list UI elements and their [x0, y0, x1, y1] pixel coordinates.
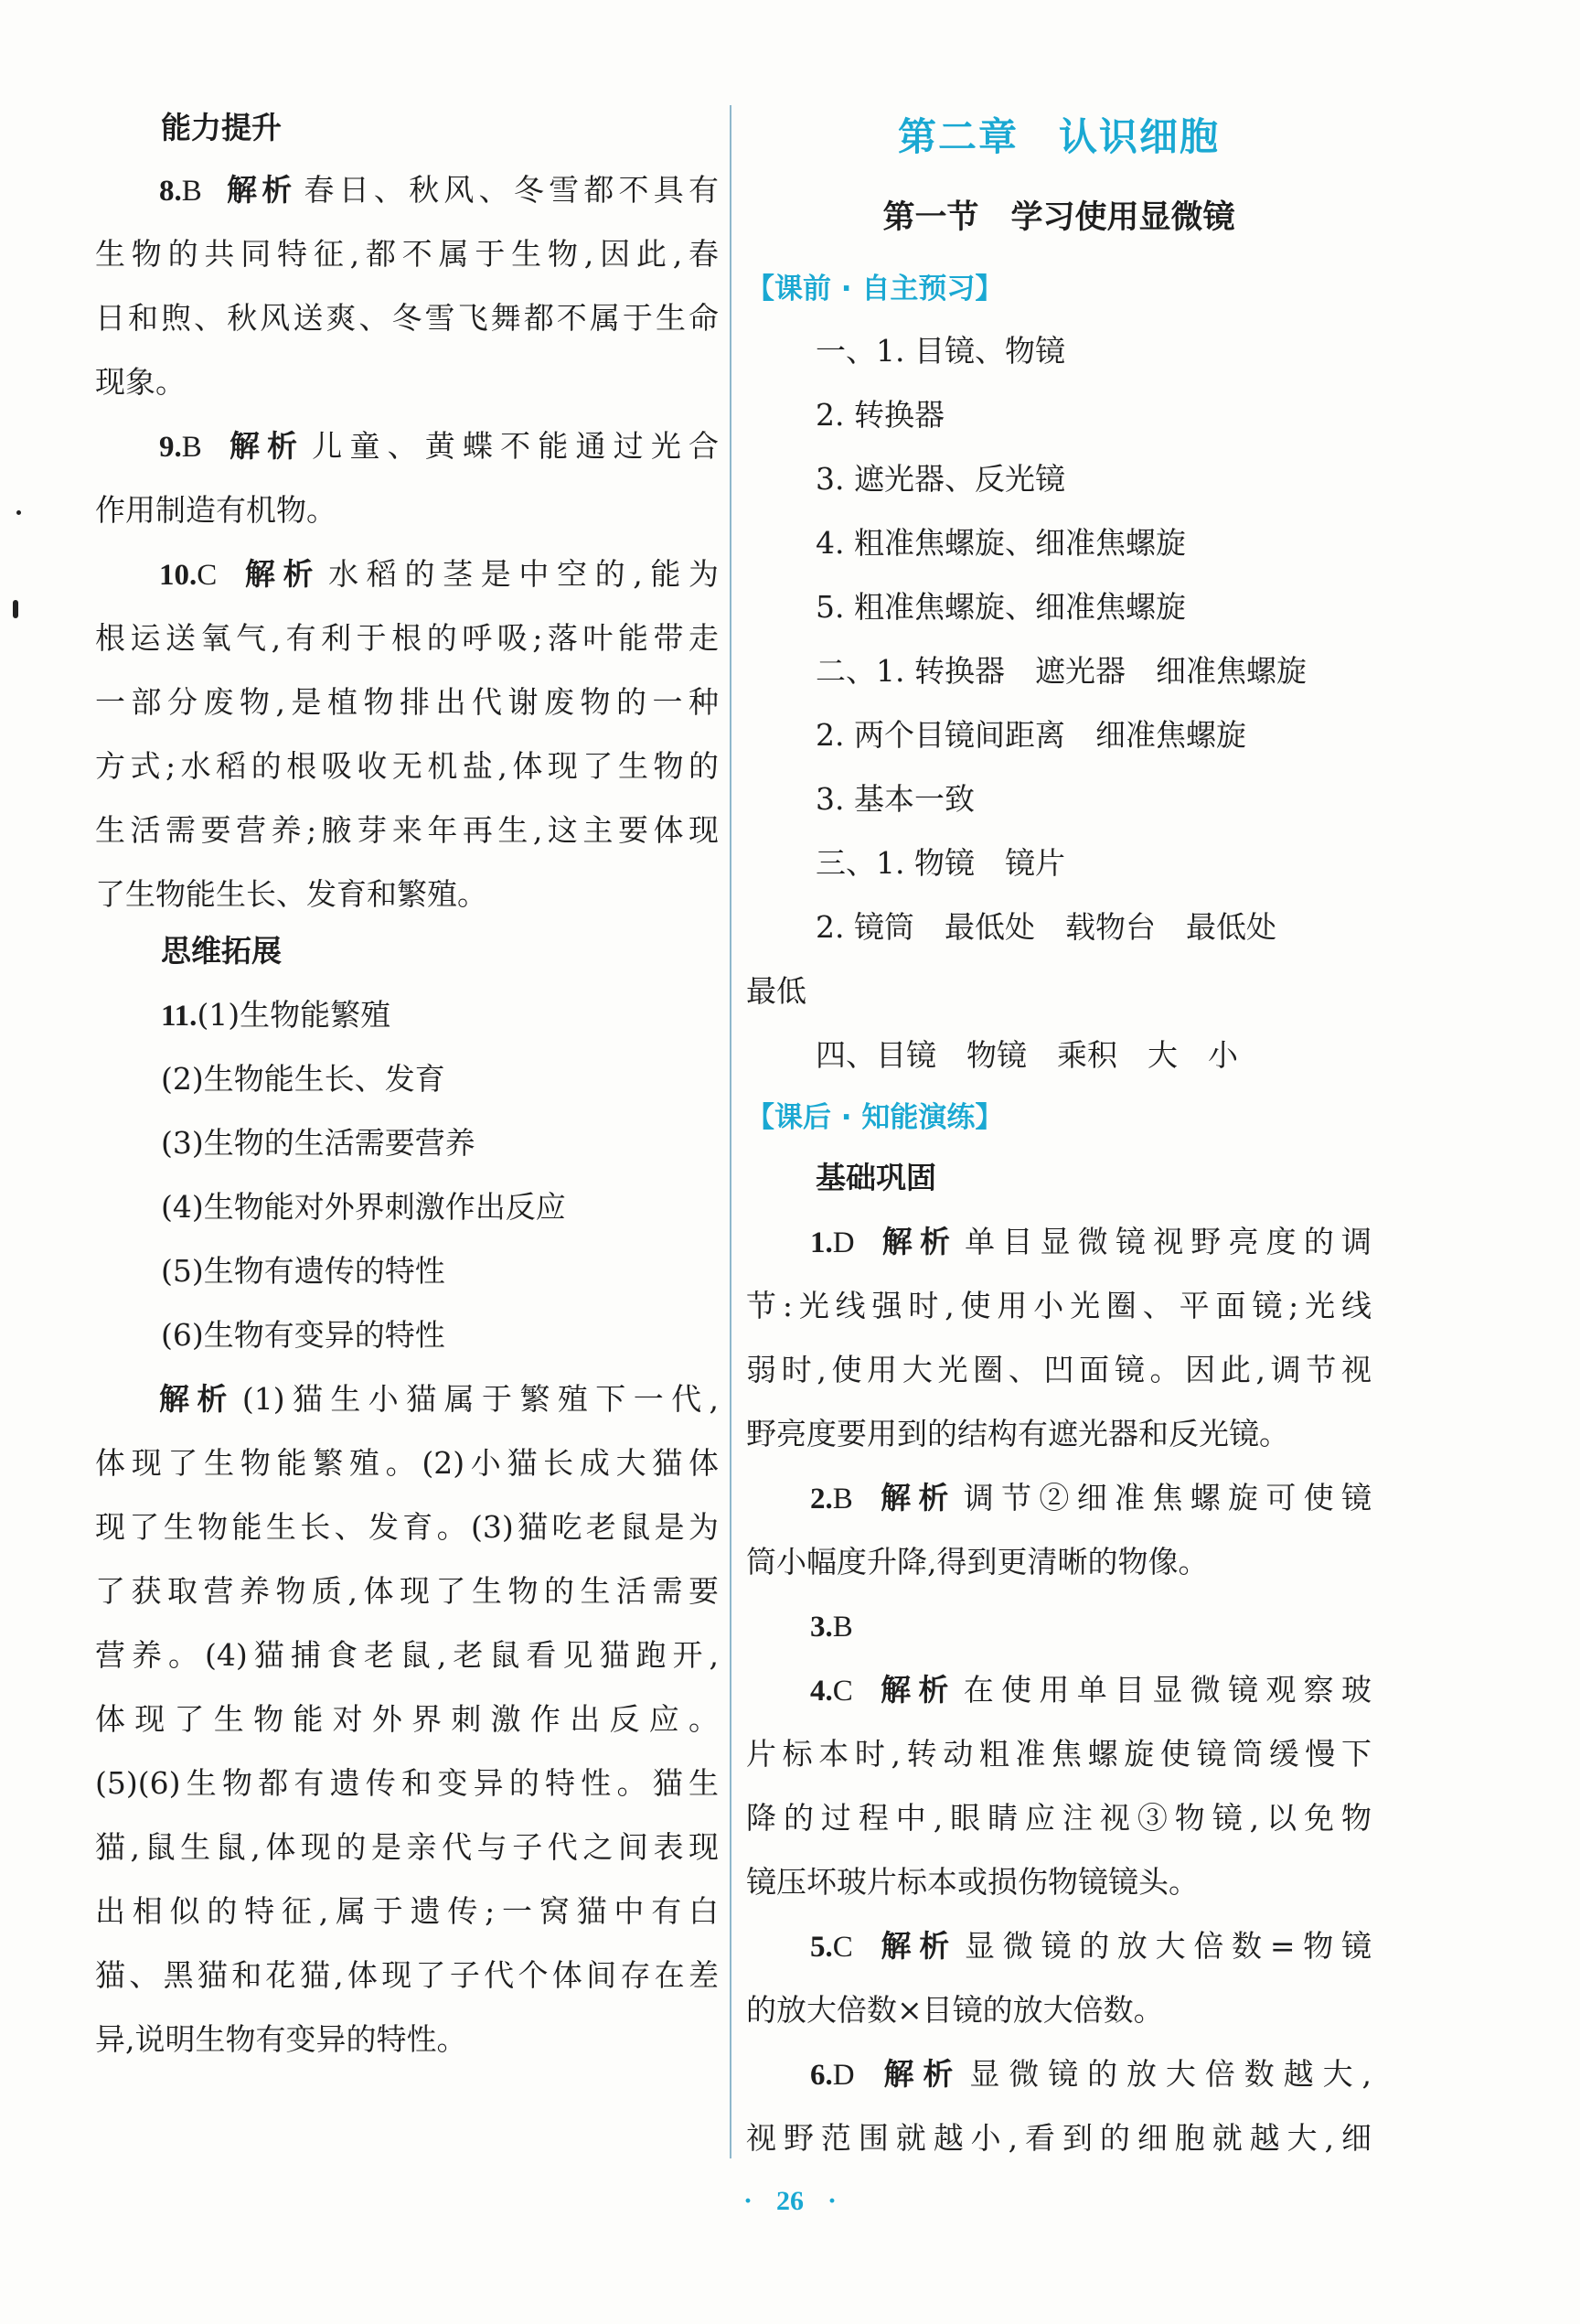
post-class-tag: 【课后 · 知能演练】: [746, 1101, 1004, 1134]
list-item: (5)生物有遗传的特性: [161, 1253, 445, 1289]
scan-mark: [16, 510, 21, 515]
text-line: 显微镜的放大倍数=物镜: [964, 1928, 1372, 1964]
list-item: (3)生物的生活需要营养: [161, 1125, 475, 1161]
column-divider: [730, 105, 731, 2158]
text-line: 节:光线强时,使用小光圈、平面镜;光线: [746, 1288, 1372, 1323]
text-line: 片标本时,转动粗准焦螺旋使镜筒缓慢下: [746, 1736, 1372, 1772]
analysis-label: 解析: [872, 1928, 957, 1964]
q-number: 11.: [161, 1000, 198, 1033]
pre-item: 2. 两个目镜间距离 细准焦螺旋: [816, 717, 1246, 753]
question-10: [95, 547, 719, 602]
text-line: 生活需要营养;腋芽来年再生,这主要体现: [95, 812, 719, 848]
text-line: (5)(6)生物都有遗传和变异的特性。猫生: [95, 1765, 719, 1801]
footer-dot: ·: [827, 2186, 838, 2216]
text-line: 一部分废物,是植物排出代谢废物的一种: [95, 684, 719, 720]
text-line: 方式;水稻的根吸收无机盐,体现了生物的: [95, 748, 719, 784]
pre-item: 3. 遮光器、反光镜: [816, 461, 1065, 497]
question-1: [746, 1215, 1372, 1269]
text-line: 了生物能生长、发育和繁殖。: [95, 876, 487, 912]
text-line: 根运送氧气,有利于根的呼吸;落叶能带走: [95, 620, 719, 656]
text-line: 猫,鼠生鼠,体现的是亲代与子代之间表现: [95, 1829, 719, 1865]
scan-mark: [13, 600, 18, 618]
q-answer: D: [832, 2059, 855, 2092]
q-number: 5.: [810, 1931, 833, 1964]
pre-item: 三、1. 物镜 镜片: [816, 845, 1065, 881]
chapter-title: 第二章 认识细胞: [897, 114, 1220, 159]
text-line: 了获取营养物质,体现了生物的生活需要: [95, 1573, 719, 1609]
analysis-label: 解析: [237, 556, 322, 592]
pre-item: 4. 粗准焦螺旋、细准焦螺旋: [816, 525, 1186, 561]
pre-item: 最低: [746, 973, 806, 1009]
pre-class-tag: 【课前 · 自主预习】: [746, 273, 1004, 305]
q-number: 9.: [159, 431, 182, 464]
q-answer: B: [181, 431, 202, 464]
text-line: 水稻的茎是中空的,能为: [328, 556, 719, 592]
text-line: 弱时,使用大光圈、凹面镜。因此,调节视: [746, 1352, 1372, 1387]
analysis-label: 解析: [221, 428, 305, 464]
text-line: 营养。(4)猫捕食老鼠,老鼠看见猫跑开,: [95, 1637, 719, 1673]
question-11: [161, 988, 390, 1043]
text-line: 现象。: [95, 364, 186, 400]
text-line: 降的过程中,眼睛应注视③物镜,以免物: [746, 1800, 1372, 1836]
text-line: 在使用单目显微镜观察玻: [963, 1672, 1372, 1708]
question-3: [810, 1599, 853, 1654]
text-line: 调节②细准焦螺旋可使镜: [963, 1480, 1372, 1515]
text-line: 视野范围就越小,看到的细胞就越大,细: [746, 2120, 1372, 2156]
pre-item: 2. 转换器: [816, 397, 945, 433]
pre-item: 5. 粗准焦螺旋、细准焦螺旋: [816, 589, 1186, 625]
basic-heading: 基础巩固: [816, 1160, 936, 1195]
q-number: 2.: [810, 1483, 833, 1515]
text-line: 单目显微镜视野亮度的调: [965, 1224, 1372, 1259]
text-line: 体现了生物能繁殖。(2)小猫长成大猫体: [95, 1445, 719, 1481]
pre-item: 四、目镜 物镜 乘积 大 小: [816, 1037, 1238, 1073]
question-4: [746, 1663, 1372, 1718]
ability-heading: 能力提升: [161, 110, 282, 145]
footer-dot: ·: [742, 2186, 753, 2216]
text-line: 野亮度要用到的结构有遮光器和反光镜。: [746, 1416, 1289, 1451]
q-answer: B: [832, 1483, 853, 1515]
text-line: 体现了生物能对外界刺激作出反应。: [95, 1701, 719, 1737]
q-number: 6.: [810, 2059, 833, 2092]
analysis-label: 解析: [221, 172, 297, 208]
text-line: 春日、秋风、冬雪都不具有: [304, 172, 720, 208]
q-answer: C: [197, 559, 218, 592]
pre-item: 2. 镜筒 最低处 载物台 最低处: [816, 909, 1276, 945]
question-9: [95, 419, 719, 474]
text-line: 现了生物能生长、发育。(3)猫吃老鼠是为: [95, 1509, 719, 1545]
q-number: 3.: [810, 1611, 833, 1644]
text-line: (1)猫生小猫属于繁殖下一代,: [241, 1381, 720, 1417]
q-number: 10.: [159, 559, 198, 592]
text-line: 显微镜的放大倍数越大,: [969, 2056, 1372, 2092]
text-line: 出相似的特征,属于遗传;一窝猫中有白: [95, 1893, 719, 1929]
pre-item: 3. 基本一致: [816, 781, 975, 817]
q-answer: B: [181, 175, 202, 208]
page-number: 26: [776, 2186, 804, 2216]
question-2: [746, 1471, 1372, 1526]
q-number: 4.: [810, 1675, 833, 1708]
analysis-label: 解析: [874, 2056, 963, 2092]
q-number: 1.: [810, 1226, 833, 1259]
text-line: 异,说明生物有变异的特性。: [95, 2021, 467, 2057]
analysis-label: 解析: [874, 1224, 958, 1259]
pre-item: 一、1. 目镜、物镜: [816, 333, 1065, 369]
analysis-label: 解析: [872, 1672, 956, 1708]
analysis-label: 解析: [872, 1480, 956, 1515]
question-6: [746, 2047, 1372, 2102]
q-number: 8.: [159, 175, 182, 208]
text-line: 猫、黑猫和花猫,体现了子代个体间存在差: [95, 1957, 719, 1993]
section-title: 第一节 学习使用显微镜: [882, 199, 1235, 236]
list-item: (2)生物能生长、发育: [161, 1061, 445, 1097]
text-line: 筒小幅度升降,得到更清晰的物像。: [746, 1544, 1209, 1580]
q-answer: B: [832, 1611, 853, 1644]
text-line: 儿童、黄蝶不能通过光合: [312, 428, 719, 464]
text-line: 的放大倍数×目镜的放大倍数。: [746, 1992, 1164, 2028]
analysis-paragraph: [95, 1372, 719, 1427]
question-8: [95, 163, 719, 218]
analysis-label: 解析: [159, 1381, 235, 1417]
text-line: 作用制造有机物。: [95, 492, 336, 528]
list-item: (6)生物有变异的特性: [161, 1317, 445, 1353]
thinking-heading: 思维拓展: [161, 933, 282, 969]
q-answer: C: [832, 1675, 853, 1708]
list-item: (1)生物能繁殖: [197, 997, 391, 1033]
text-line: 生物的共同特征,都不属于生物,因此,春: [95, 236, 719, 272]
q-answer: C: [832, 1931, 853, 1964]
text-line: 日和煦、秋风送爽、冬雪飞舞都不属于生命: [95, 300, 719, 336]
pre-item: 二、1. 转换器 遮光器 细准焦螺旋: [816, 653, 1307, 689]
q-answer: D: [832, 1226, 855, 1259]
question-5: [746, 1919, 1372, 1974]
text-line: 镜压坏玻片标本或损伤物镜镜头。: [746, 1864, 1199, 1900]
page-number-footer: [0, 2186, 1580, 2217]
list-item: (4)生物能对外界刺激作出反应: [161, 1189, 566, 1225]
